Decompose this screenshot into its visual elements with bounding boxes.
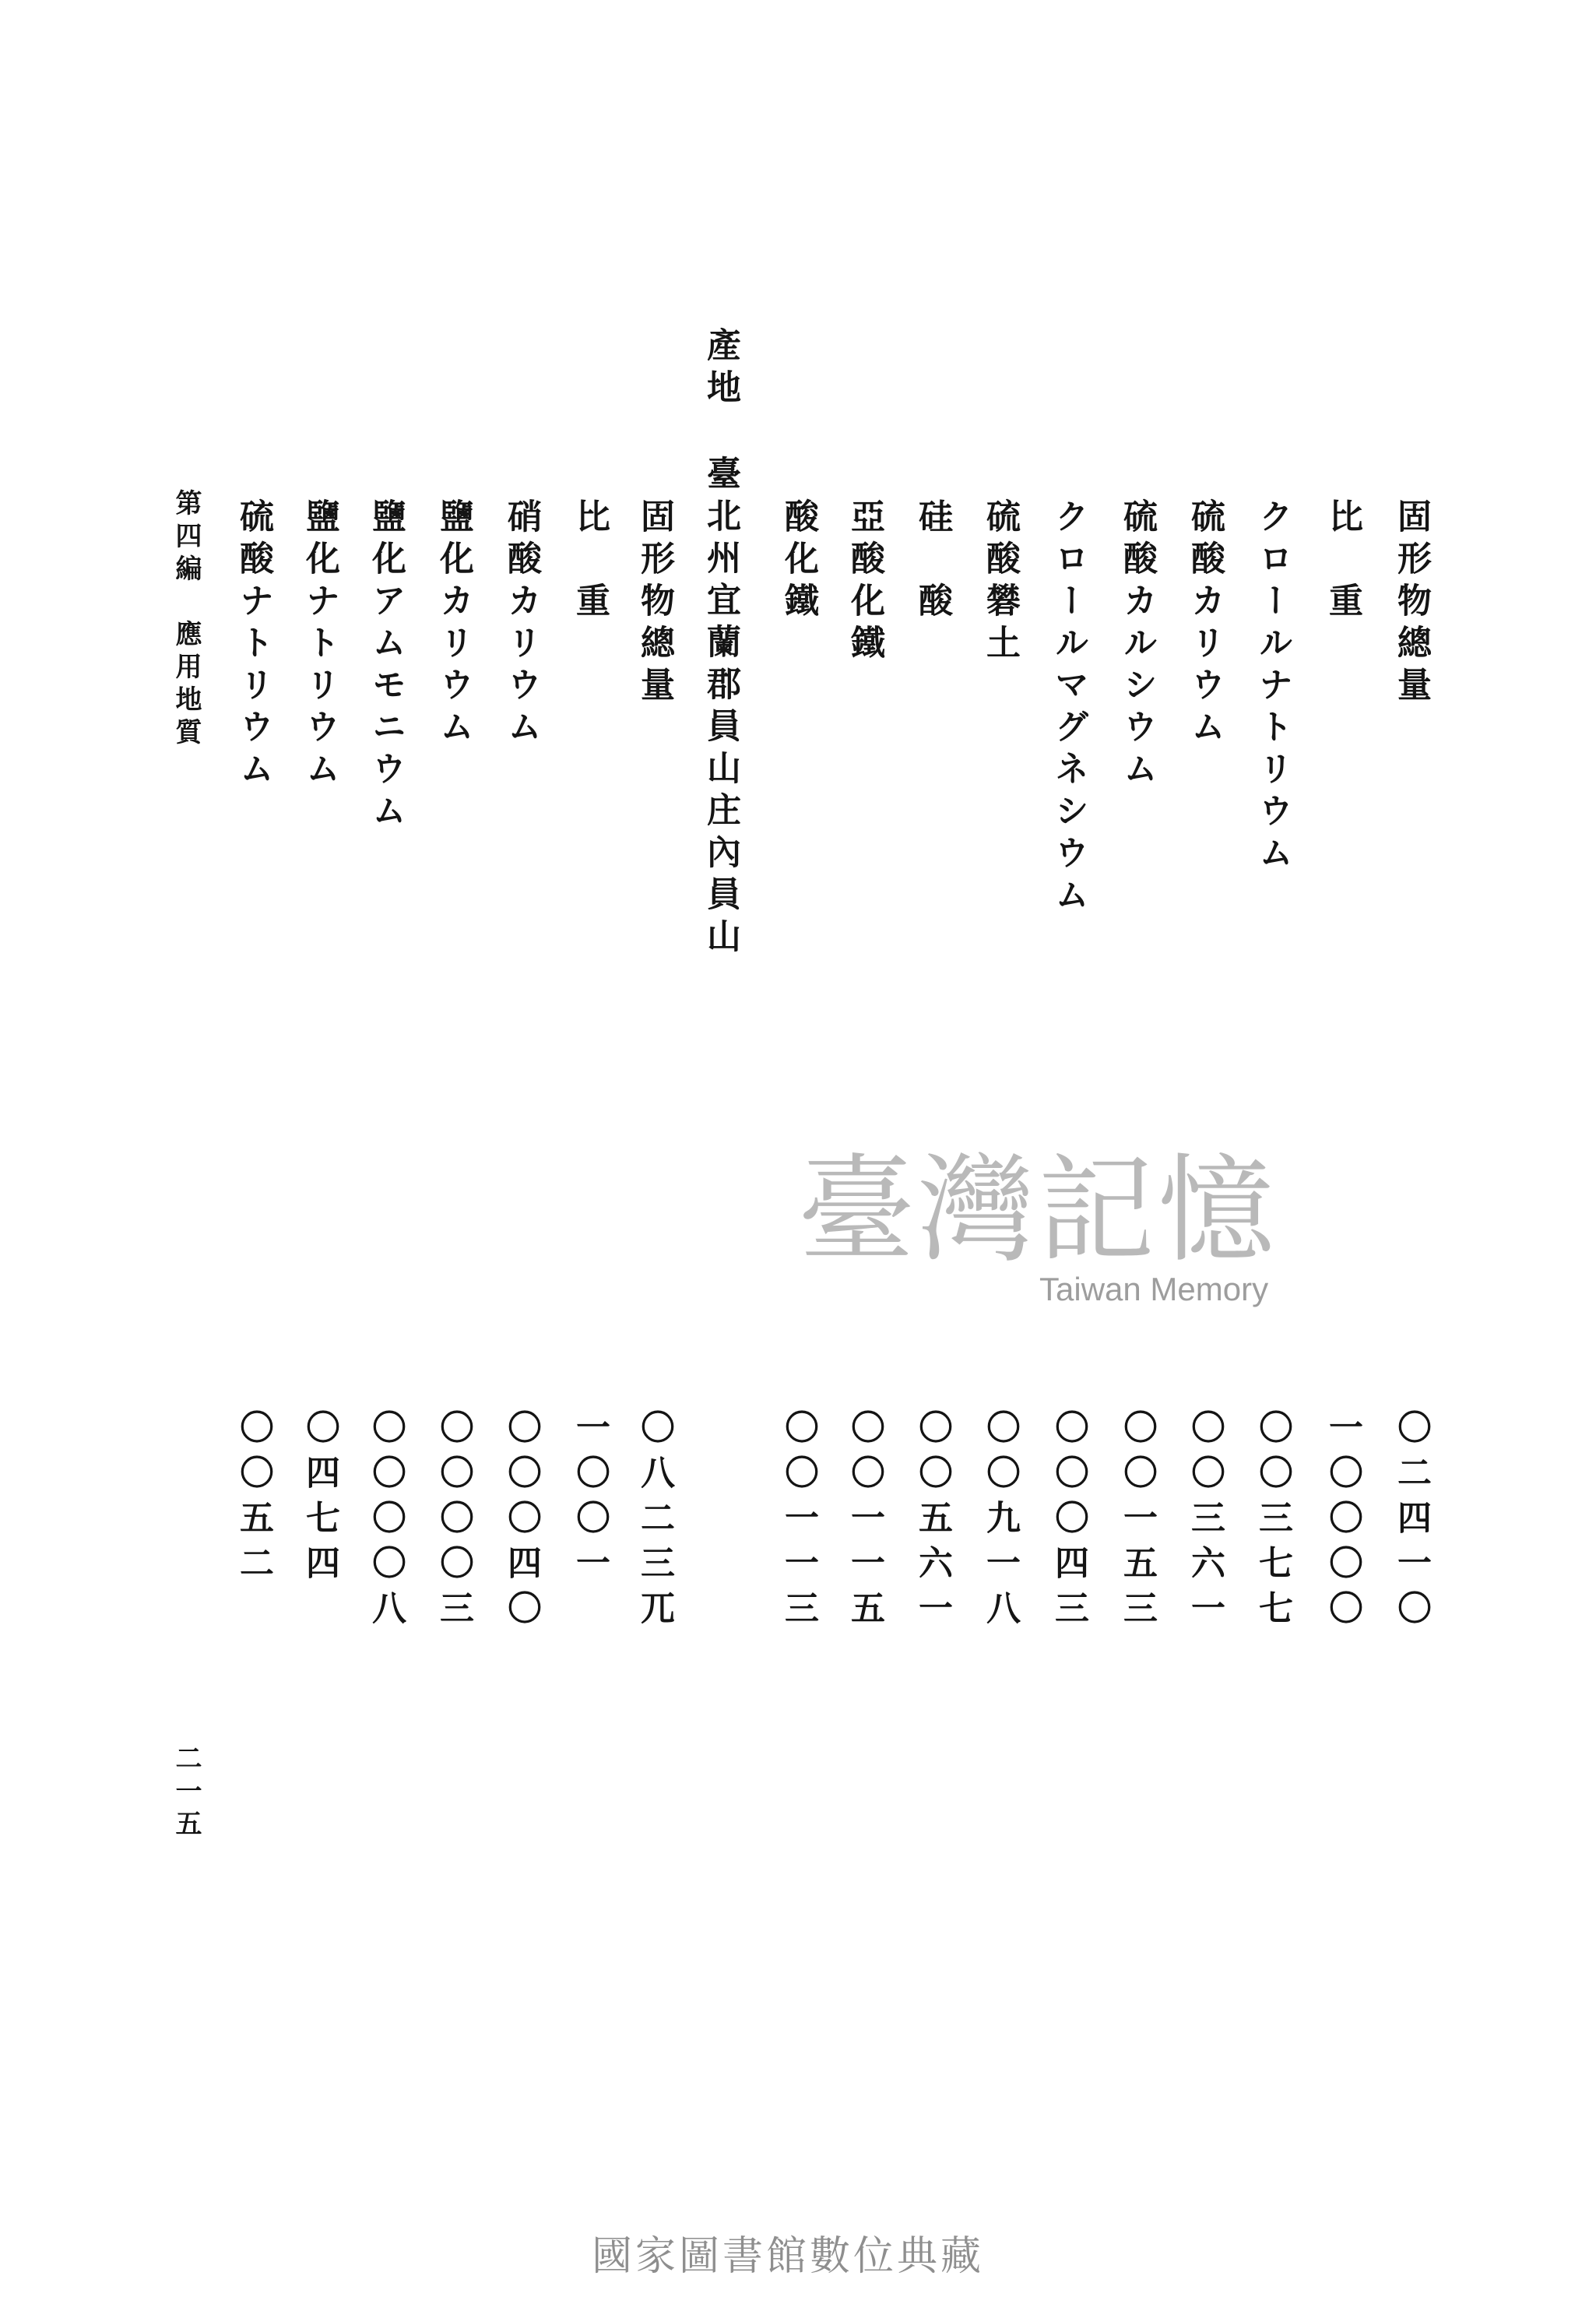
value-cell: 〇〇三七七 (1253, 1409, 1292, 1635)
value-cell: 一〇〇〇〇 (1323, 1409, 1362, 1635)
value-cell: 〇〇五二 (234, 1409, 273, 1590)
item-label: 硫酸礬土 (980, 498, 1020, 667)
item-label: クロールナトリウム (1253, 498, 1292, 877)
value-cell: 〇〇五六一 (912, 1409, 952, 1635)
item-label: 硫酸カルシウム (1117, 498, 1157, 793)
item-label: 固形物總量 (635, 498, 674, 709)
value-cell: 〇〇〇四〇 (501, 1409, 541, 1635)
watermark-cjk: 臺灣記憶 (798, 1143, 1278, 1279)
watermark-english: Taiwan Memory (1039, 1271, 1269, 1307)
item-label: 硝酸カリウム (501, 498, 541, 751)
footer-collection: 國家圖書館數位典藏 (592, 2233, 985, 2280)
item-label: 硅 酸 (912, 498, 952, 624)
page-number: 二一五 (170, 1744, 202, 1842)
value-cell: 〇〇一五三 (1117, 1409, 1157, 1635)
value-cell: 一〇〇一 (570, 1409, 610, 1590)
value-cell: 〇〇三六一 (1185, 1409, 1225, 1635)
value-cell: 〇〇一一三 (779, 1409, 818, 1635)
value-cell: 〇〇〇四三 (1049, 1409, 1088, 1635)
item-label: 鹽化アムモニウム (366, 498, 406, 835)
value-cell: 〇四七四 (300, 1409, 339, 1590)
value-cell: 〇〇一一五 (845, 1409, 884, 1635)
running-header: 第四編 應用地質 (170, 489, 202, 751)
item-label: 比 重 (570, 498, 610, 624)
taiwan-memory-watermark (798, 1143, 1296, 1331)
item-label: 亞酸化鐵 (845, 498, 884, 667)
value-cell: 〇〇九一八 (980, 1409, 1020, 1635)
item-label: 固形物總量 (1391, 498, 1431, 709)
item-label: 鹽化カリウム (434, 498, 473, 751)
item-label: 酸化鐵 (779, 498, 818, 624)
origin-label: 產地 (701, 327, 740, 411)
value-cell: 〇〇〇〇三 (434, 1409, 473, 1635)
item-label: 比 重 (1323, 498, 1362, 624)
item-label: クロールマグネシウム (1049, 498, 1088, 919)
item-label: 硫酸ナトリウム (234, 498, 273, 793)
value-cell: 〇二四一〇 (1391, 1409, 1431, 1635)
value-cell: 〇〇〇〇八 (366, 1409, 406, 1635)
item-label: 硫酸カリウム (1185, 498, 1225, 751)
item-label: 鹽化ナトリウム (300, 498, 339, 793)
value-cell: 〇八二三兀 (635, 1409, 674, 1635)
origin-place: 臺北州宜蘭郡員山庄內員山 (701, 456, 740, 960)
